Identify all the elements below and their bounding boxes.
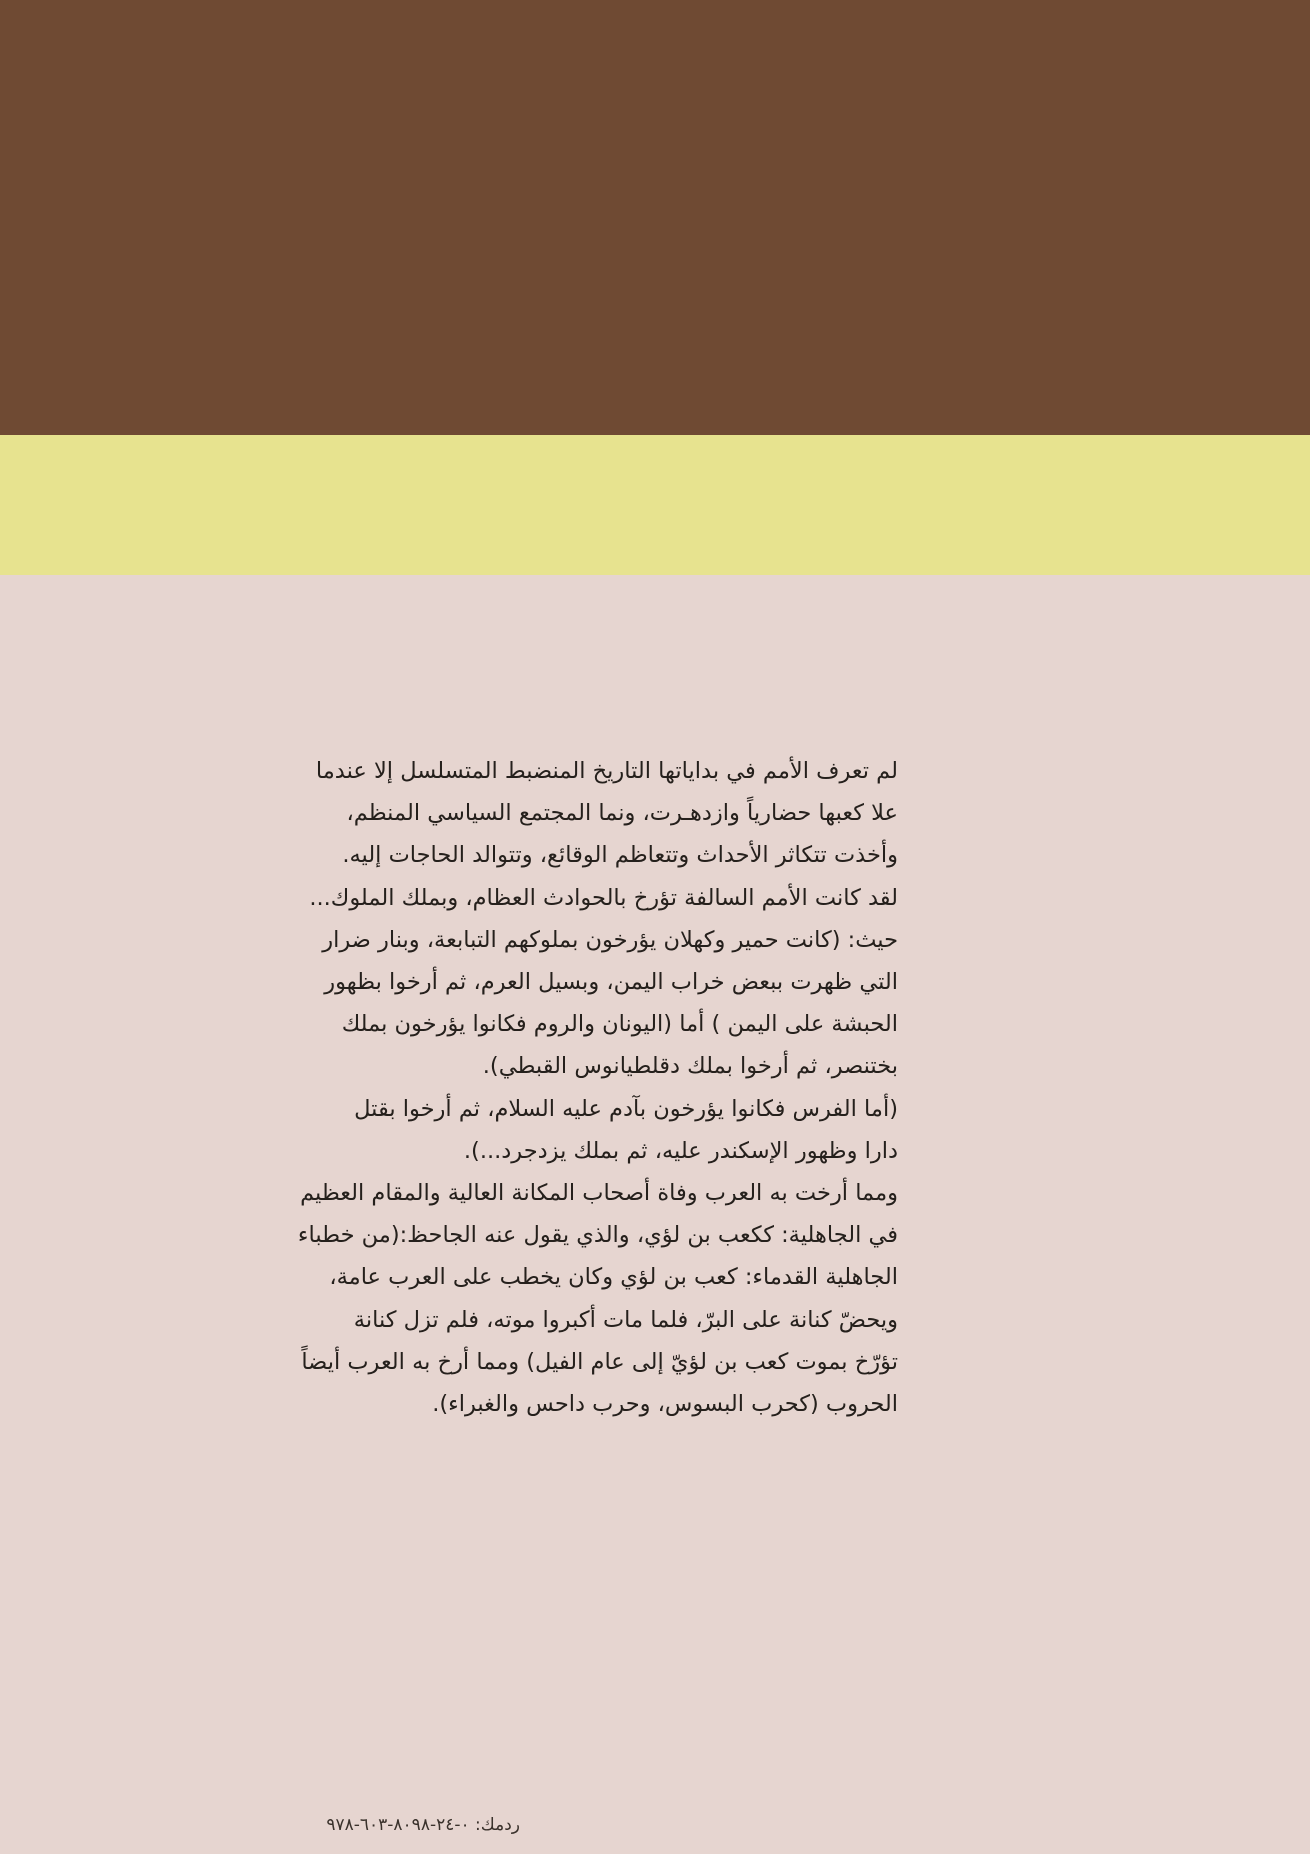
- paragraph-line: حيث: (كانت حمير وكهلان يؤرخون بملوكهم التبابعة، وبنار ضرار: [322, 926, 898, 953]
- paragraph-line: علا كعبها حضارياً وازدهـرت، ونما المجتمع السياسي المنظم،: [346, 800, 898, 827]
- paragraph-line: في الجاهلية: ككعب بن لؤي، والذي يقول عنه الجاحظ:(من خطباء: [297, 1222, 898, 1249]
- isbn-number: ردمك: ٠-٢٤-٨٠٩٨-٦٠٣-٩٧٨: [326, 1815, 520, 1835]
- paragraph-line: ويحضّ كنانة على البرّ، فلما مات أكبروا موته، فلم تزل كنانة: [353, 1306, 898, 1333]
- paragraph-line: ومما أرخت به العرب وفاة أصحاب المكانة العالية والمقام العظيم: [300, 1180, 898, 1207]
- paragraph-line: التي ظهرت ببعض خراب اليمن، وبسيل العرم، ثم أرخوا بظهور: [324, 969, 898, 996]
- paragraph-4: [297, 1172, 898, 1425]
- paragraph-line: لم تعرف الأمم في بداياتها التاريخ المنضبط المتسلسل إلا عندما: [315, 758, 898, 784]
- paragraph-3: [354, 1088, 898, 1172]
- paragraph-line: وأخذت تتكاثر الأحداث وتتعاظم الوقائع، وتتوالد الحاجات إليه.: [342, 842, 898, 869]
- back-cover-blurb: [297, 750, 898, 1425]
- paragraph-line: تؤرّخ بموت كعب بن لؤيّ إلى عام الفيل) ومما أرخ به العرب أيضاً: [301, 1348, 898, 1375]
- paragraph-line: الحبشة على اليمن ) أما (اليونان والروم فكانوا يؤرخون بملك: [341, 1011, 898, 1038]
- top-brown-band: [0, 0, 1310, 435]
- accent-yellow-band: [0, 435, 1310, 575]
- paragraph-line: (أما الفرس فكانوا يؤرخون بآدم عليه السلام، ثم أرخوا بقتل: [354, 1095, 898, 1122]
- paragraph-line: الجاهلية القدماء: كعب بن لؤي وكان يخطب على العرب عامة،: [329, 1264, 898, 1291]
- paragraph-line: لقد كانت الأمم السالفة تؤرخ بالحوادث العظام، وبملك الملوك...: [309, 884, 898, 911]
- paragraph-line: دارا وظهور الإسكندر عليه، ثم بملك يزدجرد...).: [463, 1137, 898, 1164]
- paragraph-line: الحروب (كحرب البسوس، وحرب داحس والغبراء).: [432, 1391, 898, 1418]
- paragraph-2: [309, 877, 898, 1088]
- paragraph-line: بختنصر، ثم أرخوا بملك دقلطيانوس القبطي).: [482, 1053, 898, 1080]
- paragraph-1: [315, 750, 898, 877]
